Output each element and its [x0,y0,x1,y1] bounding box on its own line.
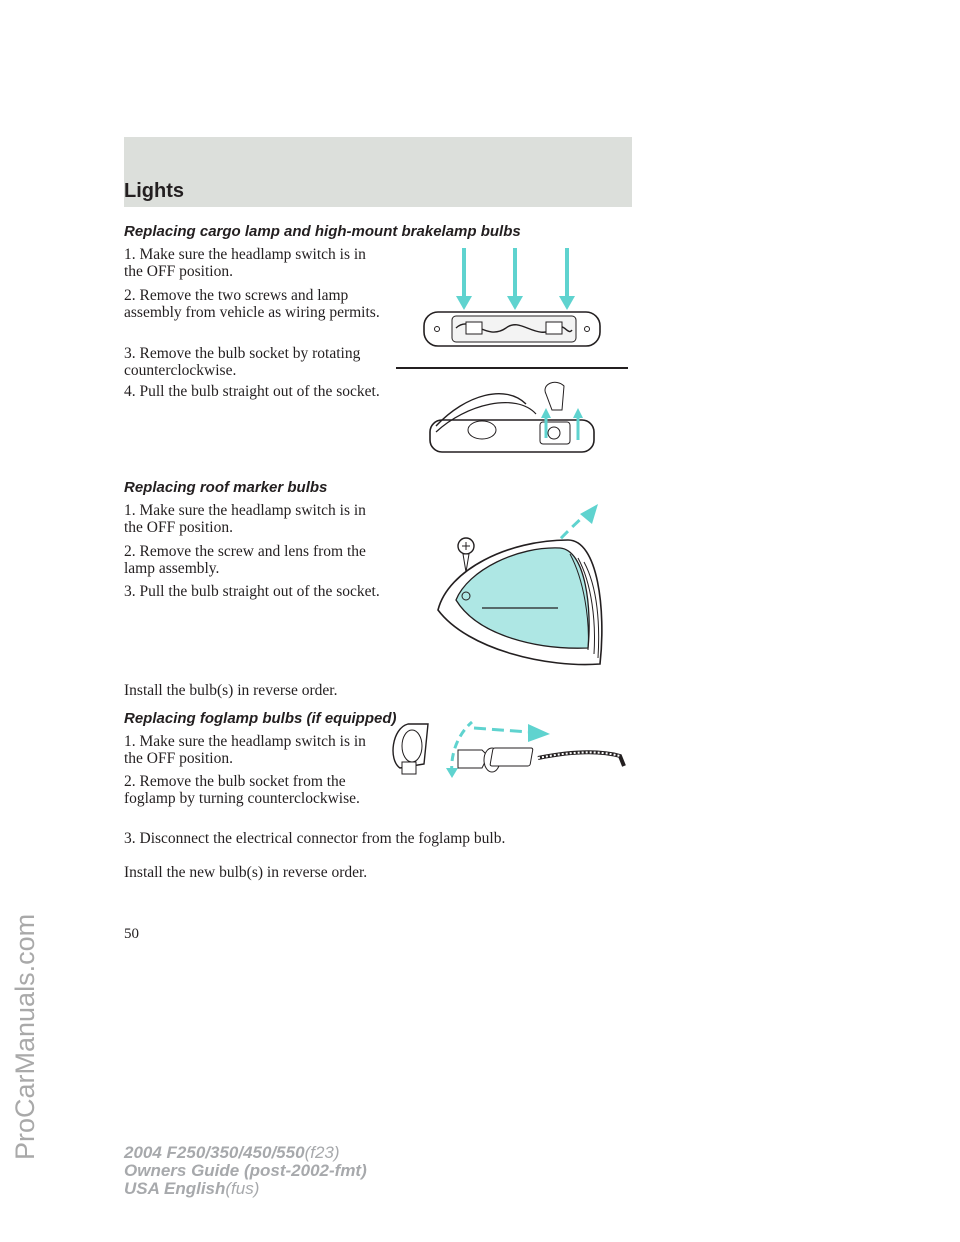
electrical-connector [490,748,624,766]
footer-language: USA English [124,1179,226,1198]
arrow-head-icon [528,724,550,742]
footer-language-code: (fus) [225,1179,260,1198]
closing-text: Install the new bulb(s) in reverse order. [124,864,368,881]
section-heading-roof-marker: Replacing roof marker bulbs [124,479,328,496]
step-text: 3. Pull the bulb straight out of the socket. [124,583,380,600]
down-arrow-icon [456,248,575,310]
lamp-assembly-bottom [430,382,594,452]
footer [124,1144,367,1198]
foglamp-illustration [388,704,636,780]
pull-arrow [474,728,528,732]
footer-model-code: (f23) [304,1143,340,1162]
step-text: 3. Disconnect the electrical connector from the foglamp bulb. [124,830,506,847]
section-heading-foglamp: Replacing foglamp bulbs (if equipped) [124,710,397,727]
page-title: Lights [124,180,184,202]
arrow-head-icon [446,768,458,778]
closing-text: Install the bulb(s) in reverse order. [124,682,338,699]
cargo-lamp-illustration [396,244,630,464]
step-text: 1. Make sure the headlamp switch is in the OFF position. [124,502,366,536]
arrow-head-icon [580,504,598,524]
step-text: 1. Make sure the headlamp switch is in the OFF position. [124,246,366,280]
lamp-assembly-top [424,312,600,346]
header-band [124,137,632,207]
watermark: ProCarManuals.com [10,913,40,1160]
page-number: 50 [124,926,139,942]
step-text: 2. Remove the bulb socket from the foglamp by turning counterclockwise. [124,773,360,807]
step-text: 2. Remove the two screws and lamp assembly from vehicle as wiring permits. [124,287,380,321]
step-text: 3. Remove the bulb socket by rotating counterclockwise. [124,345,361,379]
foglamp-socket [393,724,428,774]
footer-guide: Owners Guide (post-2002-fmt) [124,1161,367,1180]
step-text: 2. Remove the screw and lens from the lamp assembly. [124,543,366,577]
step-text: 1. Make sure the headlamp switch is in the OFF position. [124,733,366,767]
footer-model: 2004 F250/350/450/550 [124,1143,305,1162]
roof-marker-illustration [428,500,618,670]
step-text: 4. Pull the bulb straight out of the socket. [124,383,380,400]
section-heading-cargo-lamp: Replacing cargo lamp and high-mount brakelamp bulbs [124,223,521,240]
